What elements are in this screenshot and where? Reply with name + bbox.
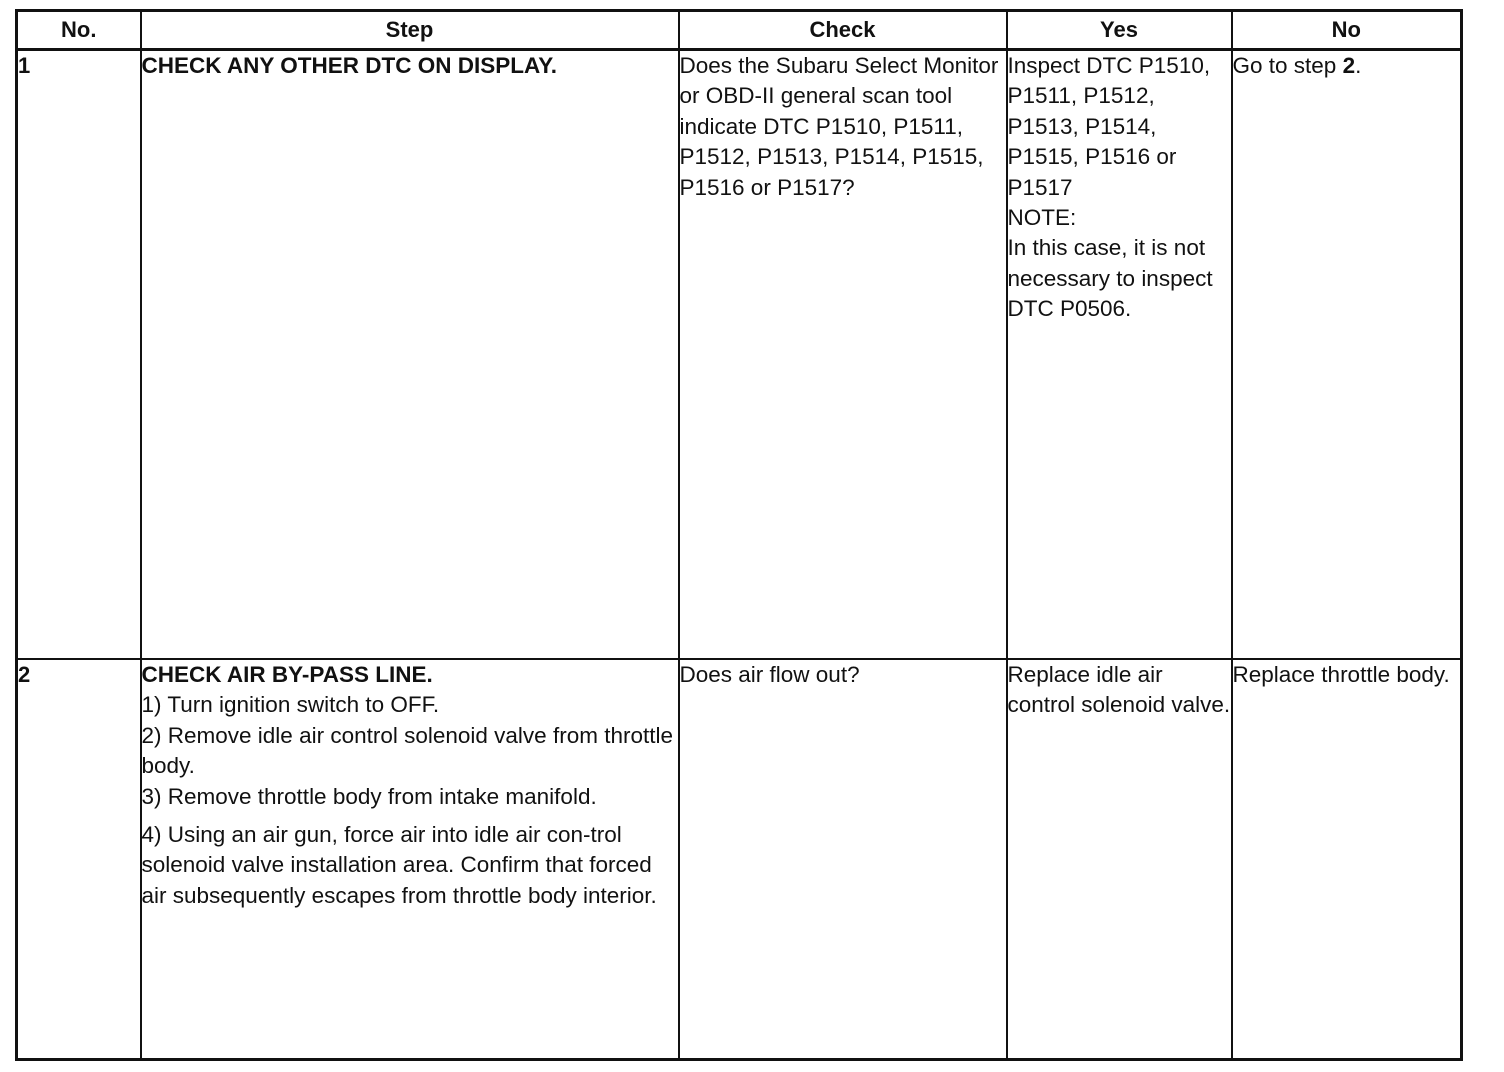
step-number: 1 [17,50,141,660]
yes-cell: Replace idle air control solenoid valve. [1007,659,1232,1060]
header-yes: Yes [1007,11,1232,50]
check-cell: Does air flow out? [679,659,1007,1060]
no-cell: Replace throttle body. [1232,659,1462,1060]
no-step-ref: 2 [1342,53,1356,78]
no-text-suffix: . [1355,53,1362,78]
header-step: Step [141,11,679,50]
table-row [17,659,1462,1060]
header-no: No. [17,11,141,50]
step-item: 2) Remove idle air control solenoid valve from throttle body. [141,722,673,779]
step-title: CHECK AIR BY-PASS LINE. [141,662,433,687]
no-text-prefix: Go to step [1232,53,1343,78]
step-title: CHECK ANY OTHER DTC ON DISPLAY. [141,53,557,78]
step-cell [141,659,679,1060]
check-cell: Does the Subaru Select Monitor or OBD-II general scan tool indicate DTC P1510, P1511, P1512, P1513, P1514, P1515, P1516 or P1517? [679,50,1007,660]
header-no-result: No [1232,11,1462,50]
diagnostic-table [15,9,1463,1061]
note-label: NOTE: [1007,205,1077,231]
step-item: 3) Remove throttle body from intake manifold. [141,783,597,809]
step-cell [141,50,679,660]
step-item: 1) Turn ignition switch to OFF. [141,692,440,718]
note-text: In this case, it is not necessary to inspect DTC P0506. [1007,235,1213,322]
header-check: Check [679,11,1007,50]
header-row [17,11,1462,50]
step-item: 4) Using an air gun, force air into idle air con-trol solenoid valve installation area. Confirm that forced air subsequently escapes from throttle body interior. [141,822,657,908]
table-row [17,50,1462,660]
yes-instruction: Inspect DTC P1510, P1511, P1512, P1513, P1514, P1515, P1516 or P1517 [1007,53,1211,200]
step-number: 2 [17,659,141,1060]
yes-cell [1007,50,1232,660]
no-cell [1232,50,1462,660]
